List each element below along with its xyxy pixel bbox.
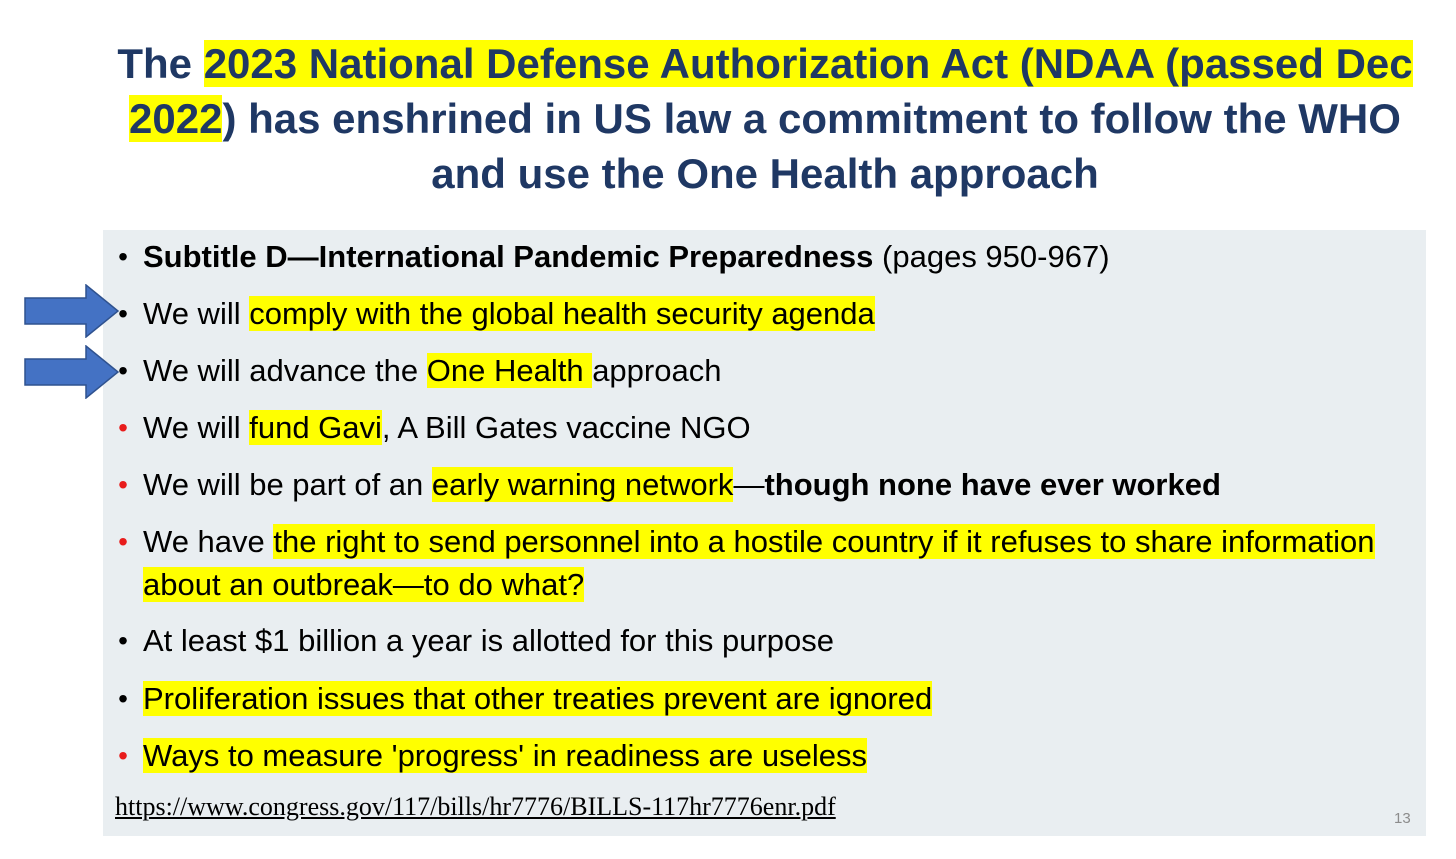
list-item xyxy=(143,463,1403,506)
item-text: We have xyxy=(143,524,274,559)
title-text-rest: ) has enshrined in US law a commitment to follow the WHO and use the One Health approach xyxy=(222,95,1401,197)
bullet-marker: • xyxy=(118,298,128,329)
title-highlight: 2023 National Defense Authorization Act (NDAA (passed Dec 2022 xyxy=(129,40,1413,142)
bullet-marker-red: • xyxy=(118,469,128,500)
item-text: We will be part of an xyxy=(143,467,432,502)
item-highlight: Ways to measure 'progress' in readiness are useless xyxy=(143,738,868,773)
title-text: The xyxy=(117,40,204,87)
item-bold: though none have ever worked xyxy=(764,467,1221,502)
bullet-marker: • xyxy=(118,625,128,656)
bullet-marker: • xyxy=(118,355,128,386)
list-item xyxy=(143,619,1403,662)
right-arrow-icon xyxy=(24,284,120,338)
item-text: , A Bill Gates vaccine NGO xyxy=(381,410,751,445)
list-item xyxy=(143,677,1403,720)
item-highlight: Proliferation issues that other treaties prevent are ignored xyxy=(143,681,933,716)
list-item xyxy=(143,734,1403,777)
list-item xyxy=(143,292,1403,335)
bullet-marker: • xyxy=(118,683,128,714)
item-highlight: One Health xyxy=(426,353,593,388)
item-highlight: the right to send personnel into a hostile country if it refuses to share information about an outbreak—to do what? xyxy=(143,524,1375,602)
item-text: We will xyxy=(143,296,250,331)
list-item xyxy=(143,406,1403,449)
bullet-marker-red: • xyxy=(118,526,128,557)
page-number: 13 xyxy=(1394,810,1411,827)
item-highlight: fund Gavi xyxy=(249,410,382,445)
subtitle-label: Subtitle D—International Pandemic Preparedness xyxy=(143,239,874,274)
item-highlight: comply with the global health security agenda xyxy=(249,296,875,331)
source-link[interactable]: https://www.congress.gov/117/bills/hr7776/BILLS-117hr7776enr.pdf xyxy=(115,792,836,821)
item-text: We will advance the xyxy=(143,353,427,388)
page-range: (pages 950-967) xyxy=(873,239,1110,274)
item-text: — xyxy=(733,467,765,502)
list-item xyxy=(143,520,1378,606)
bullet-marker: • xyxy=(118,241,128,272)
item-text: We will xyxy=(143,410,250,445)
list-item xyxy=(143,235,1403,278)
item-highlight: early warning network xyxy=(431,467,734,502)
list-item xyxy=(143,349,1403,392)
right-arrow-icon xyxy=(24,345,120,399)
bullet-marker-red: • xyxy=(118,740,128,771)
slide-title xyxy=(100,36,1430,201)
bullet-marker-red: • xyxy=(118,412,128,443)
item-text: approach xyxy=(592,353,722,388)
item-text: At least $1 billion a year is allotted for this purpose xyxy=(143,623,834,658)
